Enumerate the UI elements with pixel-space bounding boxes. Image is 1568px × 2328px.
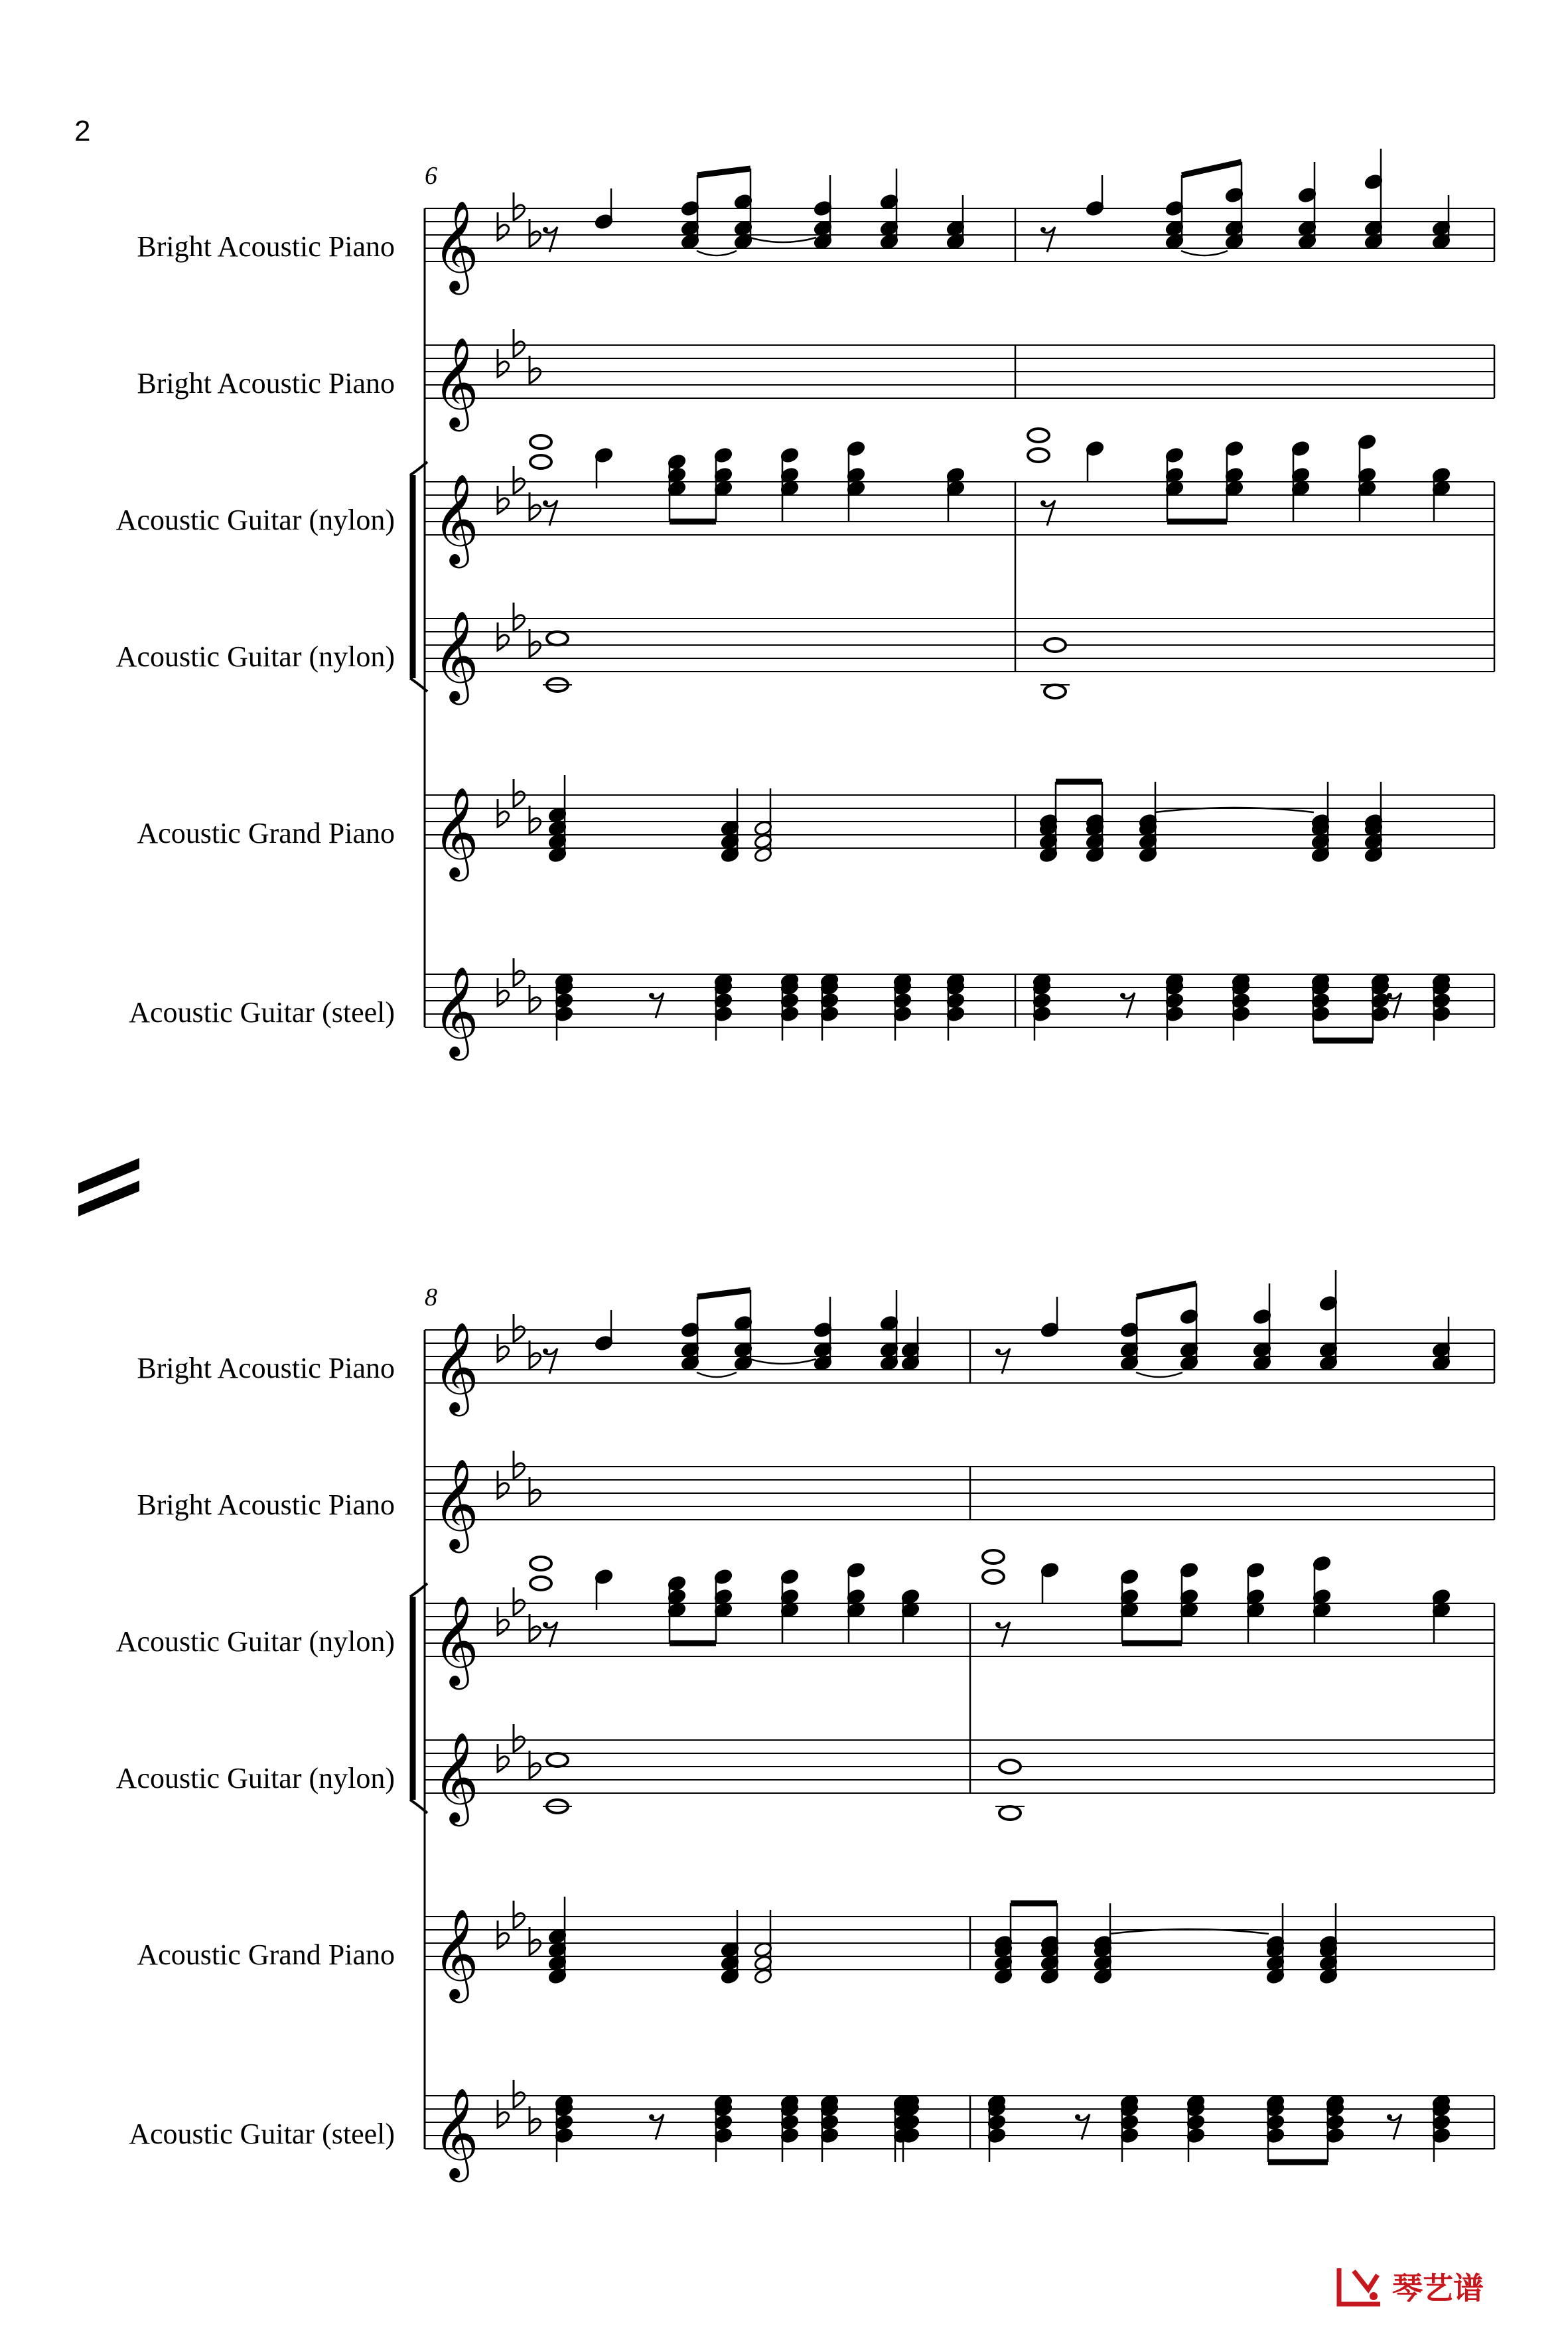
flat-icon	[498, 799, 509, 827]
tie-mark	[1136, 1372, 1182, 1377]
treble-clef-icon: 𝄞	[433, 609, 479, 701]
whole-note	[999, 1806, 1021, 1820]
whole-note	[547, 1753, 568, 1767]
staff-label: Bright Acoustic Piano	[137, 1352, 395, 1384]
flat-icon	[514, 1901, 525, 1928]
flat-icon	[514, 1451, 525, 1479]
treble-clef-icon: 𝄞	[433, 786, 479, 877]
system-separator-icon	[78, 1158, 145, 1224]
whole-note	[530, 435, 551, 449]
page-number: 2	[74, 115, 91, 147]
note-beam	[697, 169, 750, 175]
eighth-rest-icon	[543, 1348, 548, 1354]
note-beam	[1182, 162, 1242, 175]
eighth-rest-icon	[649, 2114, 654, 2120]
flat-icon	[530, 1927, 541, 1955]
flat-icon	[530, 1614, 541, 1642]
staff-label: Acoustic Guitar (nylon)	[115, 640, 395, 673]
eighth-rest-icon	[1120, 993, 1125, 998]
flat-icon	[530, 806, 541, 834]
flat-icon	[498, 2100, 509, 2128]
whole-note	[530, 1557, 551, 1570]
whole-note	[1028, 449, 1049, 462]
measure-number: 8	[425, 1283, 437, 1311]
whole-note	[999, 1760, 1021, 1773]
tie-mark	[750, 238, 816, 242]
flat-icon	[530, 1341, 541, 1368]
flat-icon	[498, 1921, 509, 1948]
staff-label: Acoustic Guitar (nylon)	[115, 1762, 395, 1794]
eighth-rest-icon	[543, 227, 548, 232]
note-beam	[697, 1290, 750, 1297]
flat-icon	[514, 1314, 525, 1342]
note-beam	[1137, 1283, 1196, 1297]
watermark-text: 琴艺谱	[1392, 2270, 1484, 2306]
tie-mark	[697, 251, 737, 255]
flat-icon	[498, 1471, 509, 1498]
treble-clef-icon: 𝄞	[433, 1594, 479, 1686]
flat-icon	[530, 1751, 541, 1779]
flat-icon	[514, 1587, 525, 1615]
flat-icon	[514, 1724, 525, 1752]
flat-icon	[498, 486, 509, 514]
treble-clef-icon: 𝄞	[433, 1731, 479, 1822]
treble-clef-icon: 𝄞	[433, 1457, 479, 1549]
staff-label: Bright Acoustic Piano	[137, 230, 395, 263]
treble-clef-icon: 𝄞	[433, 199, 479, 291]
treble-clef-icon: 𝄞	[433, 2086, 479, 2178]
flat-icon	[530, 219, 541, 247]
staff-label: Acoustic Guitar (steel)	[129, 996, 395, 1029]
flat-icon	[514, 603, 525, 630]
staff-label: Acoustic Guitar (steel)	[129, 2118, 395, 2150]
flat-icon	[498, 1334, 509, 1362]
flat-icon	[514, 192, 525, 220]
flat-icon	[498, 212, 509, 240]
flat-icon	[514, 466, 525, 494]
flat-icon	[530, 356, 541, 384]
watermark	[1334, 2263, 1484, 2309]
eighth-rest-icon	[995, 1622, 1001, 1627]
whole-note	[1028, 429, 1049, 442]
flat-icon	[530, 2106, 541, 2134]
staff-label: Bright Acoustic Piano	[137, 1489, 395, 1521]
staff-label: Bright Acoustic Piano	[137, 367, 395, 400]
treble-clef-icon: 𝄞	[433, 965, 479, 1056]
flat-icon	[498, 622, 509, 650]
whole-note	[1044, 638, 1066, 652]
flat-icon	[514, 779, 525, 807]
flat-icon	[498, 1744, 509, 1772]
flat-icon	[498, 978, 509, 1006]
flat-icon	[530, 985, 541, 1013]
whole-note	[547, 632, 568, 645]
flat-icon	[514, 958, 525, 986]
eighth-rest-icon	[649, 993, 654, 998]
measure-number: 6	[425, 162, 437, 190]
logo-icon	[1334, 2263, 1386, 2309]
flat-icon	[514, 2080, 525, 2108]
staff-label: Acoustic Guitar (nylon)	[115, 1625, 395, 1658]
whole-note	[530, 455, 551, 469]
treble-clef-icon: 𝄞	[433, 1321, 479, 1412]
tie-mark	[750, 1359, 816, 1364]
flat-icon	[498, 1607, 509, 1635]
flat-icon	[530, 1477, 541, 1505]
eighth-rest-icon	[543, 500, 548, 506]
eighth-rest-icon	[1075, 2114, 1080, 2120]
flat-icon	[514, 329, 525, 357]
tie-mark	[1181, 251, 1228, 255]
flat-icon	[530, 492, 541, 520]
whole-note	[983, 1570, 1004, 1583]
staff-label: Acoustic Guitar (nylon)	[115, 504, 395, 536]
eighth-rest-icon	[1040, 227, 1046, 232]
treble-clef-icon: 𝄞	[433, 336, 479, 427]
staff-label: Acoustic Grand Piano	[137, 1938, 395, 1971]
flat-icon	[530, 629, 541, 657]
whole-note	[530, 1577, 551, 1590]
tie-mark	[697, 1372, 737, 1377]
flat-icon	[498, 349, 509, 377]
whole-note	[1044, 685, 1066, 698]
eighth-rest-icon	[1387, 2114, 1392, 2120]
treble-clef-icon: 𝄞	[433, 473, 479, 564]
eighth-rest-icon	[1040, 500, 1046, 506]
eighth-rest-icon	[543, 1622, 548, 1627]
staff-label: Acoustic Grand Piano	[137, 817, 395, 849]
treble-clef-icon: 𝄞	[433, 1907, 479, 1999]
whole-note	[983, 1550, 1004, 1564]
eighth-rest-icon	[995, 1348, 1001, 1354]
eighth-rest-icon	[1387, 993, 1392, 998]
